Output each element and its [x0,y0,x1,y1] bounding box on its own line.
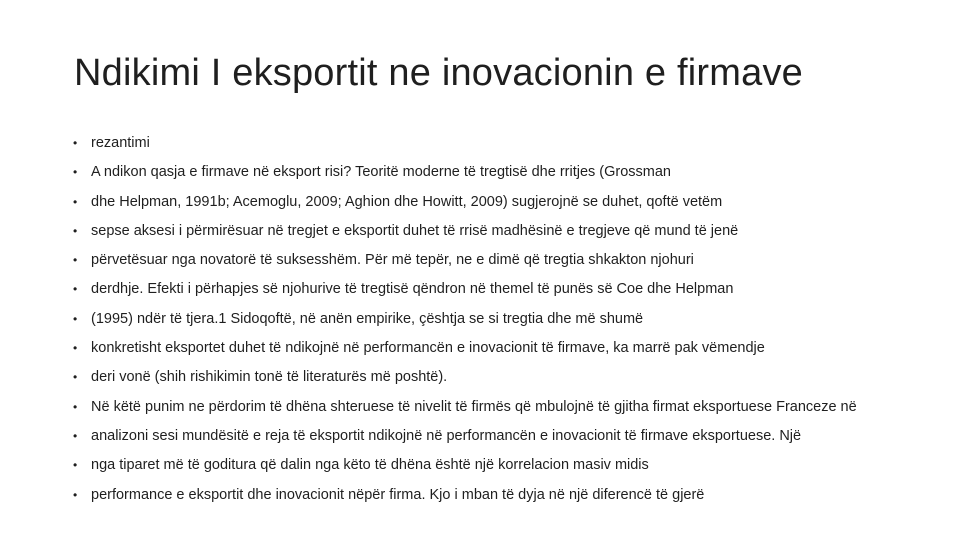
bullet-icon: • [73,223,78,238]
bullet-text: konkretisht eksportet duhet të ndikojnë në performancën e inovacionit të firmave, ka marrë pak vëmendje [91,340,765,357]
bullet-item [73,194,903,210]
bullet-item [73,399,903,415]
bullet-text: (1995) ndër të tjera.1 Sidoqoftë, në anën empirike, çështja se si tregtia dhe më shumë [91,310,644,327]
bullet-item [73,428,903,444]
bullet-text: dhe Helpman, 1991b; Acemoglu, 2009; Aghion dhe Howitt, 2009) sugjerojnë se duhet, qoftë vetëm [91,193,723,210]
bullet-icon: • [73,370,78,385]
bullet-text: sepse aksesi i përmirësuar në tregjet e eksportit duhet të rrisë madhësinë e tregjeve që mund të jenë [91,222,739,239]
bullet-text: A ndikon qasja e firmave në eksport risi? Teoritë moderne të tregtisë dhe rritjes (Grossman [91,164,671,181]
bullet-item [73,369,903,385]
bullet-item [73,164,903,180]
bullet-icon: • [73,311,78,326]
bullet-text: analizoni sesi mundësitë e reja të eksportit ndikojnë në performancën e inovacionit të firmave eksportuese. Një [91,427,802,444]
bullet-item [73,340,903,356]
bullet-item [73,487,903,503]
bullet-text: deri vonë (shih rishikimin tonë të literaturës më poshtë). [91,369,448,386]
bullet-icon: • [73,399,78,414]
bullet-item [73,311,903,327]
bullet-item [73,135,903,151]
bullet-text: performance e eksportit dhe inovacionit nëpër firma. Kjo i mban të dyja në një diferencë të gjerë [91,486,705,503]
bullet-item [73,281,903,297]
bullet-icon: • [73,136,78,150]
bullet-text: nga tiparet më të goditura që dalin nga këto të dhëna është një korrelacion masiv midis [91,457,649,474]
bullet-item [73,252,903,268]
bullet-text: përvetësuar nga novatorë të suksesshëm. Për më tepër, ne e dimë që tregtia shkakton njohuri [91,252,694,269]
bullet-icon: • [73,282,78,297]
bullet-icon: • [73,341,78,356]
slide-title: Ndikimi I eksportit ne inovacionin e firmave [74,52,803,94]
bullet-icon: • [73,487,78,502]
bullet-text: derdhje. Efekti i përhapjes së njohurive të tregtisë qëndron në themel të punës së Coe dhe Helpman [91,281,734,298]
bullet-icon: • [73,253,78,268]
bullet-text: rezantimi [91,135,150,151]
bullet-list [73,135,903,516]
bullet-icon: • [73,165,78,180]
bullet-item [73,223,903,239]
bullet-text: Në këtë punim ne përdorim të dhëna shteruese të nivelit të firmës që mbulojnë të gjitha firmat eksportuese Franceze në [91,398,857,415]
bullet-icon: • [73,458,78,473]
bullet-item [73,457,903,473]
bullet-icon: • [73,428,78,443]
bullet-icon: • [73,194,78,209]
